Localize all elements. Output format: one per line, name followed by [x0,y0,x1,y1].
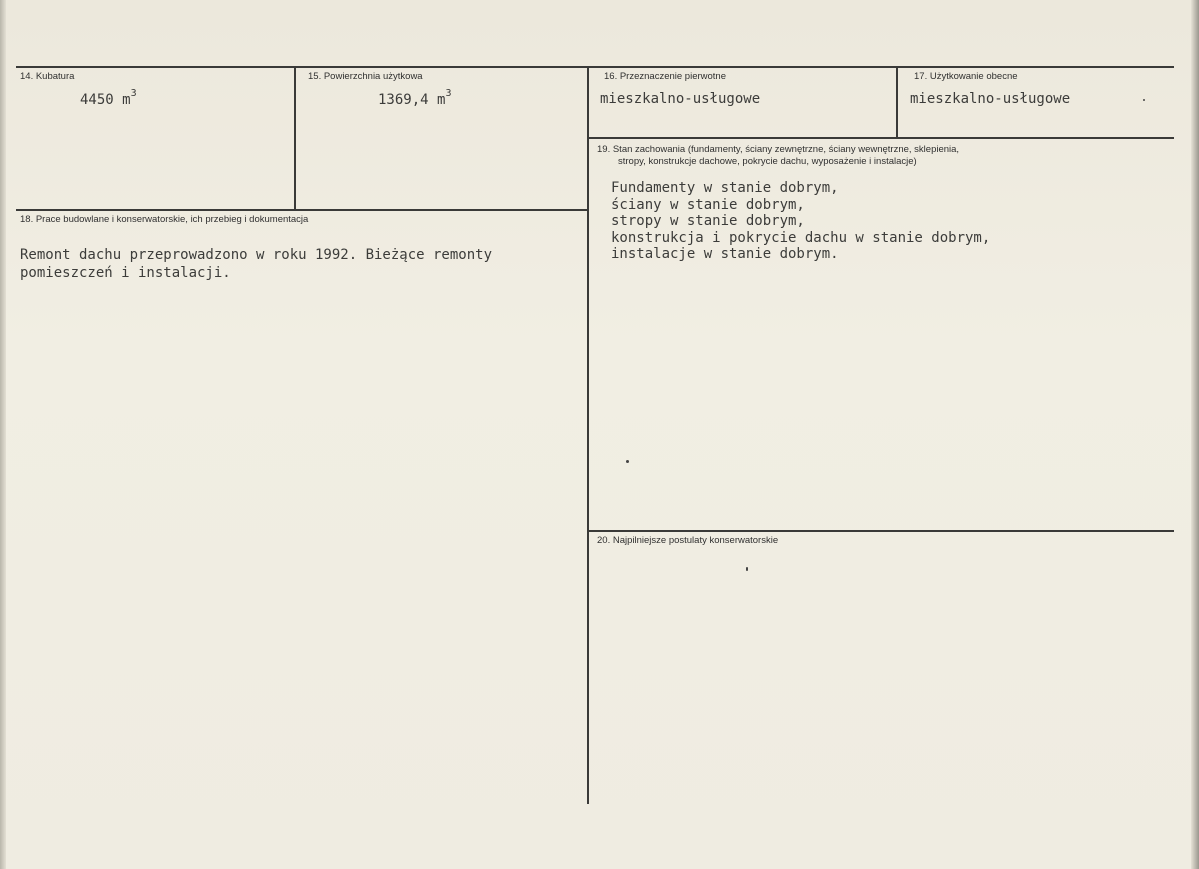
field-16-label: 16. Przeznaczenie pierwotne [604,71,726,82]
rule-above-19 [589,137,1174,139]
field-14-label: 14. Kubatura [20,71,75,82]
paper-speck [746,567,748,571]
field-19-label-line2: stropy, konstrukcje dachowe, pokrycie dachu, wyposażenie i instalacje) [618,156,917,167]
field-19-line-2: ściany w stanie dobrym, [611,197,805,213]
paper-edge-right [1191,0,1199,869]
field-19-line-3: stropy w stanie dobrym, [611,213,805,229]
main-column-divider [587,66,589,804]
field-17-label: 17. Użytkowanie obecne [914,71,1018,82]
field-14-value [80,88,137,110]
field-18-line-1: Remont dachu przeprowadzono w roku 1992. Bieżące remonty [20,247,493,263]
field-15-number: 1369,4 m [378,92,446,108]
field-19-label-line1: 19. Stan zachowania (fundamenty, ściany zewnętrzne, ściany wewnętrzne, sklepienia, [597,144,960,155]
rule-above-20 [589,530,1174,532]
field-19-line-1: Fundamenty w stanie dobrym, [611,180,839,196]
paper-speck [626,460,629,463]
top-rule [16,66,1174,68]
field-20-label: 20. Najpilniejsze postulaty konserwatorskie [597,535,779,546]
field-17-value: mieszkalno-usługowe [910,91,1071,107]
field-18-line-2: pomieszczeń i instalacji. [20,265,231,281]
field-16-value: mieszkalno-usługowe [600,91,761,107]
field-14-superscript: 3 [130,88,137,99]
divider-14-15 [294,66,296,210]
rule-above-18 [16,209,588,211]
field-19-line-5: instalacje w stanie dobrym. [611,246,839,262]
paper-speck [1143,99,1145,101]
field-15-superscript: 3 [445,88,452,99]
field-19-line-4: konstrukcja i pokrycie dachu w stanie dobrym, [611,230,991,246]
field-14-number: 4450 m [80,92,131,108]
divider-16-17 [896,66,898,138]
field-18-label: 18. Prace budowlane i konserwatorskie, ich przebieg i dokumentacja [20,214,309,225]
paper-edge-left [0,0,6,869]
field-15-label: 15. Powierzchnia użytkowa [308,71,423,82]
field-15-value [378,88,452,110]
